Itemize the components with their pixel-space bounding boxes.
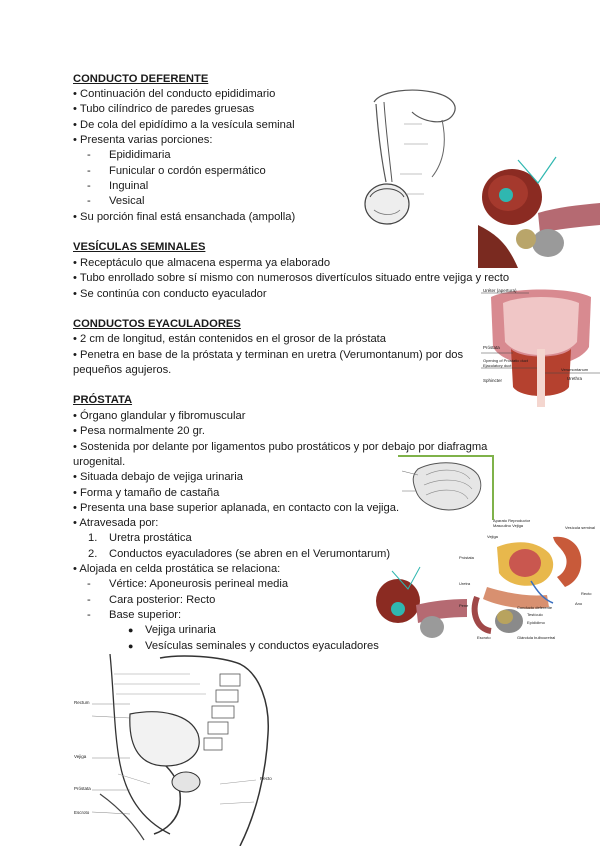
prostate-sketch <box>398 455 494 520</box>
fig6-label: Testículo <box>527 612 543 617</box>
relation-item: Vértice: Aponeurosis perineal media <box>109 578 289 590</box>
fig6-label: Uretra <box>459 581 471 586</box>
fig6-label: Escroto <box>477 635 491 640</box>
base-item: Vesículas seminales y conductos eyaculadores <box>145 640 379 652</box>
list-number: 2. <box>88 548 98 560</box>
fig6-label: Epidídimo <box>527 620 545 625</box>
prostata-line: • Alojada en celda prostática se relaciona: <box>73 563 281 575</box>
fig6-label: Pene <box>459 603 469 608</box>
crossed-item: Uretra prostática <box>109 532 192 544</box>
fig8-label: Próstata <box>74 786 91 791</box>
fig6-label: Recto <box>581 591 592 596</box>
relation-item: Cara posterior: Recto <box>109 594 216 606</box>
fig6-label: Conducto deferente <box>517 605 553 610</box>
fig3-label: Sphincter <box>483 378 503 383</box>
eyaculadores-line: • Penetra en base de la próstata y terminan en uretra (Verumontanum) por dos <box>73 349 464 361</box>
list-number: 1. <box>88 532 98 544</box>
eyaculadores-line: pequeños agujeros. <box>73 364 172 376</box>
vesiculas-line: • Se continúa con conducto eyaculador <box>73 288 267 300</box>
fig8-label: Escroto <box>74 810 90 815</box>
ductus-deferens-drawing <box>352 82 470 232</box>
fig6-label: Glándula bulbouretral <box>517 635 556 640</box>
prostata-line: • Sostenida por delante por ligamentos pubo prostáticos y por debajo por diafragma <box>73 441 488 453</box>
base-item: Vejiga urinaria <box>145 624 216 636</box>
fig3-label: Urethra <box>567 376 583 381</box>
prostata-line: • Atravesada por: <box>73 517 159 529</box>
fig3-label: Verumontanum <box>561 367 589 372</box>
bullet-icon: ● <box>128 641 134 651</box>
prostata-title: PRÓSTATA <box>73 394 133 406</box>
fig6-label: Ano <box>575 601 583 606</box>
fig8-label: Recto <box>260 776 272 781</box>
pelvic-section-drawing <box>70 654 300 846</box>
fig8-label: Rectum <box>74 700 90 705</box>
portion-item: Vesical <box>109 195 145 207</box>
portion-item: Epididimaria <box>109 149 171 161</box>
vesiculas-line: • Receptáculo que almacena esperma ya elaborado <box>73 257 331 269</box>
deferente-line: • Continuación del conducto epididimario <box>73 88 276 100</box>
deferente-line: • Tubo cilíndrico de paredes gruesas <box>73 103 255 115</box>
eyaculadores-line: • 2 cm de longitud, están contenidos en el grosor de la próstata <box>73 333 387 345</box>
portion-item: Inguinal <box>109 180 149 192</box>
fig3-label: Uréter (apertura) <box>483 288 517 293</box>
fig6-label: Próstata <box>459 555 474 560</box>
deferente-title: CONDUCTO DEFERENTE <box>73 73 209 85</box>
relation-item: Base superior: <box>109 609 182 621</box>
portion-item: Funicular o cordón espermático <box>109 165 266 177</box>
deferente-line: • Presenta varias porciones: <box>73 134 213 146</box>
fig6-label: Vejiga <box>487 534 498 539</box>
prostata-line: • Forma y tamaño de castaña <box>73 487 220 499</box>
fig6-label: Aparato Reproductor Masculino Vejiga <box>493 518 531 528</box>
fig8-label: Vejiga <box>74 754 87 759</box>
fig3-label: Próstata <box>483 345 500 350</box>
deferente-line: • De cola del epidídimo a la vesícula seminal <box>73 119 295 131</box>
male-reproductive-sagittal <box>457 517 600 642</box>
prostata-line: • Órgano glandular y fibromuscular <box>73 410 246 422</box>
prostate-section-illustration <box>481 287 600 412</box>
fig6-label: Vesícula seminal <box>565 525 596 530</box>
fig3-label: Ejaculatory duct <box>483 363 512 368</box>
seminal-vesicle-illustration <box>478 155 600 268</box>
crossed-item: Conductos eyaculadores (se abren en el Verumontarum) <box>109 548 391 560</box>
prostata-line: • Presenta una base superior aplanada, en contacto con la vejiga. <box>73 502 400 514</box>
vesiculas-line: • Tubo enrollado sobre sí mismo con numerosos divertículos situado entre vejiga y recto <box>73 272 510 284</box>
deferente-line: • Su porción final está ensanchada (ampolla) <box>73 211 296 223</box>
eyaculadores-title: CONDUCTOS EYACULADORES <box>73 318 241 330</box>
prostate-color-illustration <box>372 565 467 642</box>
fig3-label: Opening of Prostatic duct <box>483 358 528 363</box>
vesiculas-title: VESÍCULAS SEMINALES <box>73 241 206 253</box>
prostata-line: urogenital. <box>73 456 126 468</box>
bullet-icon: ● <box>128 625 134 635</box>
prostata-line: • Situada debajo de vejiga urinaria <box>73 471 243 483</box>
prostata-line: • Pesa normalmente 20 gr. <box>73 425 206 437</box>
